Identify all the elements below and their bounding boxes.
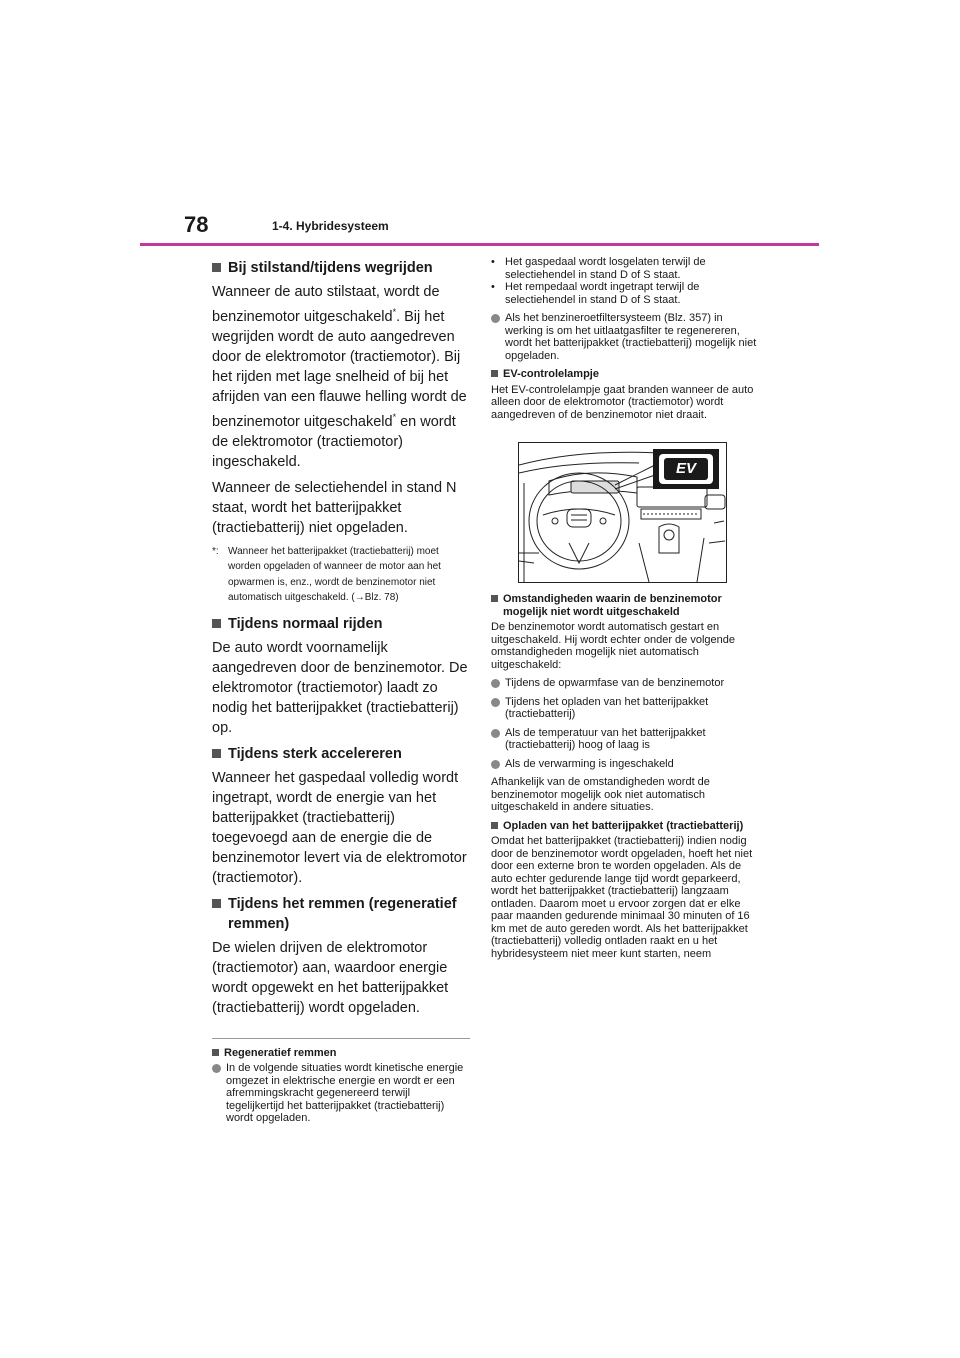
paragraph-other-situations: Afhankelijk van de omstandigheden wordt de benzinemotor mogelijk ook niet automatisch uitgeschakeld in andere situaties. [491, 776, 710, 813]
paragraph-engine-not-off: De benzinemotor wordt automatisch gestart en uitgeschakeld. Hij wordt echter onder de volgende omstandigheden mogelijk niet automatisch uitgeschakeld: [491, 621, 735, 671]
paragraph-ev-lamp: Het EV-controlelampje gaat branden wanneer de auto alleen door de elektromotor (tractiemotor) wordt aangedreven of de benzinemotor niet draait. [491, 383, 754, 421]
list-item: Als de verwarming is ingeschakeld [491, 758, 758, 771]
section-title: 1-4. Hybridesysteem [272, 219, 389, 233]
square-bullet-icon [212, 749, 221, 758]
square-bullet-icon [212, 1049, 219, 1056]
circle-bullet-icon [491, 698, 500, 707]
page-number: 78 [184, 212, 209, 237]
right-column [491, 256, 758, 966]
list-item: • Het gaspedaal wordt losgelaten terwijl de selectiehendel in stand D of S staat. [491, 256, 706, 281]
heading-regenerative: Regeneratief remmen [212, 1047, 470, 1060]
left-column [212, 258, 470, 1131]
square-bullet-icon [491, 370, 498, 377]
paragraph-strong-acceleration: Wanneer het gaspedaal volledig wordt ingetrapt, wordt de energie van het batterijpakket (tractiebatterij) toegevoegd aan de energie die de benzinemotor levert via de elektromotor (tractiemotor). [212, 769, 467, 886]
paragraph-charging: Omdat het batterijpakket (tractiebatterij) indien nodig door de benzinemotor wordt opgeladen, hoeft het niet door een externe bron te worden opgeladen. Als de auto echter gedurende lange tijd wordt geparkeerd, wordt het batterijpakket (tractiebatterij) langzaam ontladen. Daarom moet u ervoor zorgen dat er elke paar maanden gedurende minimaal 30 minuten of 16 km met de auto gereden wordt. Als het batterijpakket (tractiebatterij) volledig ontladen raakt en u het hybridesysteem niet meer kunt starten, neem [491, 835, 753, 960]
square-bullet-icon [491, 822, 498, 829]
heading-engine-not-off: Omstandigheden waarin de benzinemotor mogelijk niet wordt uitgeschakeld [491, 593, 758, 618]
square-bullet-icon [212, 619, 221, 628]
header-rule [140, 243, 819, 246]
heading-ev-lamp: EV-controlelampje [491, 368, 758, 381]
dashboard-illustration [518, 442, 727, 583]
paragraph-braking: De wielen drijven de elektromotor (tractiemotor) aan, waardoor energie wordt opgewekt en het batterijpakket (tractiebatterij) wordt opgeladen. [212, 939, 449, 1016]
square-bullet-icon [212, 263, 221, 272]
heading-charging: Opladen van het batterijpakket (tractiebatterij) [491, 820, 758, 833]
square-bullet-icon [212, 899, 221, 908]
list-item: Als de temperatuur van het batterijpakket (tractiebatterij) hoog of laag is [491, 727, 758, 752]
divider [212, 1038, 470, 1039]
ev-indicator-label: EV [675, 460, 696, 477]
circle-bullet-icon [491, 760, 500, 769]
paragraph-standstill: Wanneer de auto stilstaat, wordt de benzinemotor uitgeschakeld*. Bij het wegrijden wordt de auto aangedreven door de elektromotor (tractiemotor). Bij het rijden met lage snelheid of bij het afrijden van een flauwe helling wordt de benzinemotor uitgeschakeld* en wordt de elektromotor (tractiemotor) ingeschakeld. [212, 284, 467, 470]
circle-bullet-icon [491, 729, 500, 738]
circle-bullet-icon [212, 1064, 221, 1073]
heading-normal-driving: Tijdens normaal rijden [212, 614, 470, 634]
heading-strong-acceleration: Tijdens sterk accelereren [212, 744, 470, 764]
circle-bullet-icon [491, 314, 500, 323]
list-item: In de volgende situaties wordt kinetische energie omgezet in elektrische energie en wordt er een afremmingskracht gegenereerd terwijl tegelijkertijd het batterijpakket (tractiebatterij) wordt opgeladen. [212, 1062, 470, 1125]
list-item: Tijdens de opwarmfase van de benzinemotor [491, 677, 758, 690]
list-item: Als het benzineroetfiltersysteem (Blz. 357) in werking is om het uitlaatgasfilter te regenereren, wordt het batterijpakket (tractiebatterij) mogelijk niet opgeladen. [491, 312, 758, 362]
heading-standstill: Bij stilstand/tijdens wegrijden [212, 258, 470, 278]
list-item: • Het rempedaal wordt ingetrapt terwijl de selectiehendel in stand D of S staat. [491, 281, 700, 306]
list-item: Tijdens het opladen van het batterijpakket (tractiebatterij) [491, 696, 758, 721]
square-bullet-icon [491, 595, 498, 602]
footnote: *: Wanneer het batterijpakket (tractiebatterij) moet worden opgeladen of wanneer de motor aan het opwarmen is, enz., wordt de benzinemotor niet automatisch uitgeschakeld. (→Blz. 78) [212, 545, 441, 604]
circle-bullet-icon [491, 679, 500, 688]
paragraph-normal-driving: De auto wordt voornamelijk aangedreven door de benzinemotor. De elektromotor (tractiemotor) laadt zo nodig het batterijpakket (tractiebatterij) op. [212, 639, 468, 736]
paragraph-selector-n: Wanneer de selectiehendel in stand N staat, wordt het batterijpakket (tractiebatterij) niet opgeladen. [212, 479, 457, 536]
heading-braking: Tijdens het remmen (regeneratief remmen) [212, 894, 470, 934]
